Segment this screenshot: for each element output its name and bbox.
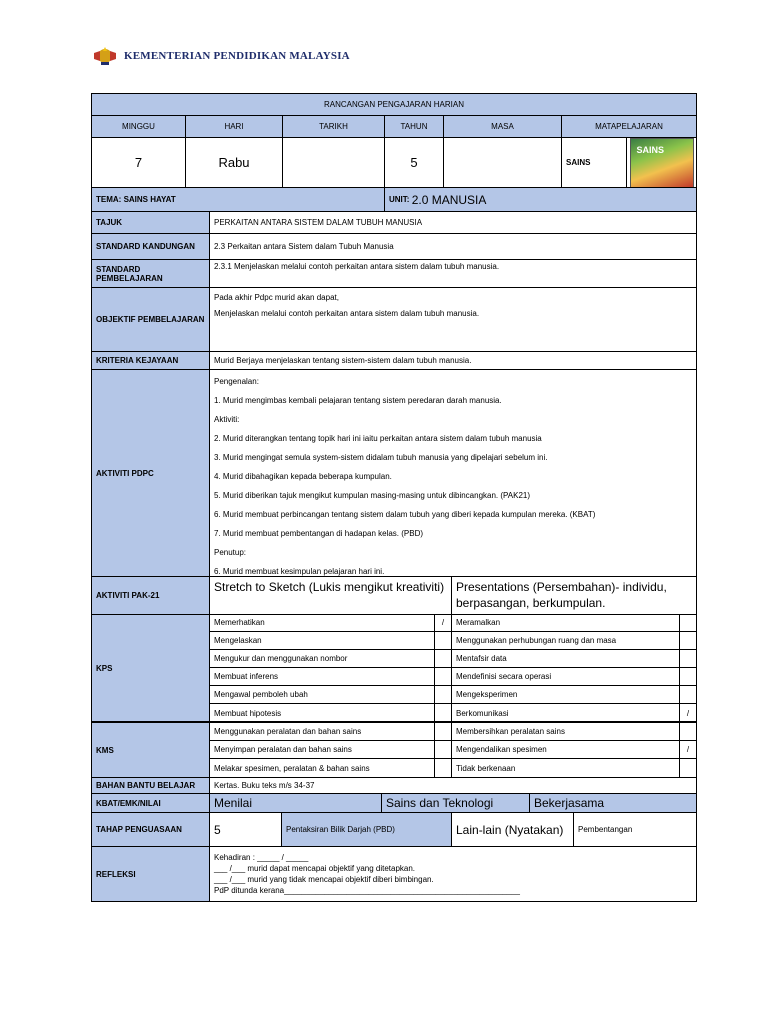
kps-item: Membuat hipotesis [210,704,451,721]
checkbox[interactable] [680,723,696,740]
kms-right [452,723,696,777]
kps-label: KPS [92,615,210,721]
sp-label: STANDARD PEMBELAJARAN [92,260,210,287]
kk-label: KRITERIA KEJAYAAN [92,352,210,369]
ref-cell [210,847,696,901]
tema-cell [92,188,385,211]
ap-line: 6. Murid membuat kesimpulan pelajaran hari ini. [214,567,385,576]
checkbox[interactable] [435,650,451,667]
kms-item: Menyimpan peralatan dan bahan sains [210,741,451,759]
kms-label: KMS [92,723,210,777]
pak-label: AKTIVITI PAK-21 [92,577,210,614]
checkbox[interactable] [435,632,451,649]
val-tarikh [283,138,385,187]
unit-label: UNIT: [389,195,410,204]
col-tahun: TAHUN [385,116,444,137]
checkbox[interactable] [435,668,451,685]
checkbox[interactable] [435,723,451,740]
kps-item: Membuat inferens [210,668,451,686]
kps-item: Mengawal pemboleh ubah [210,686,451,704]
ap-label: AKTIVITI PDPC [92,370,210,576]
checkbox[interactable]: / [441,618,445,627]
kps-item: Berkomunikasi / [452,704,696,721]
bbb-label: BAHAN BANTU BELAJAR [92,778,210,793]
ref-line: ___ /___ murid yang tidak mencapai objektif diberi bimbingan. [214,875,434,884]
checkbox[interactable] [680,759,696,777]
kps-item: Mendefinisi secara operasi [452,668,696,686]
ministry-name: KEMENTERIAN PENDIDIKAN MALAYSIA [124,50,350,62]
kms-left [210,723,452,777]
ap-line: 3. Murid mengingat semula system-sistem didalam tubuh manusia yang dipelajari sebelum ini. [214,453,548,462]
val-hari: Rabu [186,138,283,187]
kps-right [452,615,696,721]
kps-item: Mengukur dan menggunakan nombor [210,650,451,668]
ap-line: Penutup: [214,548,247,557]
doc-title: RANCANGAN PENGAJARAN HARIAN [323,100,465,109]
obj-label: OBJEKTIF PEMBELAJARAN [92,288,210,351]
ap-line: Pengenalan: [214,377,259,386]
kps-item: Meramalkan [452,615,696,632]
ref-label: REFLEKSI [92,847,210,901]
checkbox[interactable] [435,759,451,777]
pembentangan-value: Pembentangan [578,825,633,834]
ap-line: 7. Murid membuat pembentangan di hadapan kelas. (PBD) [214,529,424,538]
lain-label: Lain-lain (Nyatakan) [452,813,574,846]
ap-line: 6. Murid membuat perbincangan tentang sistem dalam tubuh yang diberi kepada kumpulan mereka. (KBAT) [214,510,596,519]
ap-line: Aktiviti: [214,415,240,424]
tp-value: 5 [210,813,282,846]
checkbox[interactable] [680,615,696,631]
obj-line-2: Menjelaskan melalui contoh perkaitan antara sistem dalam tubuh manusia. [214,309,480,318]
tp-label: TAHAP PENGUASAAN [92,813,210,846]
val-minggu: 7 [92,138,186,187]
ref-line: ___ /___ murid dapat mencapai objektif yang ditetapkan. [214,864,416,873]
checkbox[interactable]: / [686,708,690,718]
col-tarikh: TARIKH [283,116,385,137]
kms-item: Melakar spesimen, peralatan & bahan sains [210,759,451,777]
checkbox[interactable] [435,704,451,721]
kbat-2: Sains dan Teknologi [382,794,530,812]
obj-line-1: Pada akhir Pdpc murid akan dapat, [214,293,339,302]
lesson-plan-table [91,93,697,902]
tajuk-label: TAJUK [92,212,210,233]
tajuk-value: PERKAITAN ANTARA SISTEM DALAM TUBUH MANUSIA [214,218,423,227]
val-tahun: 5 [385,138,444,187]
crest-logo [92,45,118,67]
kk-value: Murid Berjaya menjelaskan tentang sistem-sistem dalam tubuh manusia. [214,356,472,365]
tema-label: TEMA: [96,195,122,204]
kps-item: Mentafsir data [452,650,696,668]
kms-item: Mengendalikan spesimen / [452,741,696,759]
tema-value: SAINS HAYAT [123,195,176,204]
checkbox[interactable] [680,650,696,667]
ap-line: 5. Murid diberikan tajuk mengikut kumpulan masing-masing untuk dibincangkan. (PAK21) [214,491,531,500]
kms-item: Tidak berkenaan [452,759,696,777]
kms-item: Menggunakan peralatan dan bahan sains [210,723,451,741]
ap-line: 4. Murid dibahagikan kepada beberapa kumpulan. [214,472,392,481]
kms-item: Membersihkan peralatan sains [452,723,696,741]
sk-value: 2.3 Perkaitan antara Sistem dalam Tubuh Manusia [214,242,394,251]
checkbox[interactable] [435,741,451,758]
kbat-label: KBAT/EMK/NILAI [92,794,210,812]
checkbox[interactable]: / [686,745,690,754]
unit-value: 2.0 MANUSIA [411,192,487,207]
textbook-title: SAINS [636,144,665,155]
ap-cell [210,370,696,576]
checkbox[interactable] [680,668,696,685]
kps-item: Menggunakan perhubungan ruang dan masa [452,632,696,650]
ministry-header [92,44,350,68]
textbook-image [630,138,694,187]
ap-line: 1. Murid mengimbas kembali pelajaran tentang sistem peredaran darah manusia. [214,396,502,405]
textbook-cover [627,138,696,187]
pbd-label: Pentaksiran Bilik Darjah (PBD) [282,813,452,846]
unit-cell [385,188,696,211]
checkbox[interactable] [680,686,696,703]
col-masa: MASA [444,116,562,137]
val-subject: SAINS [562,138,627,187]
sk-label: STANDARD KANDUNGAN [92,234,210,259]
sp-value: 2.3.1 Menjelaskan melalui contoh perkaitan antara sistem dalam tubuh manusia. [214,262,500,271]
col-matapelajaran: MATAPELAJARAN [595,122,663,131]
kps-item: Mengeksperimen [452,686,696,704]
col-hari: HARI [186,116,283,137]
checkbox[interactable] [680,632,696,649]
pak-1: Stretch to Sketch (Lukis mengikut kreativiti) [210,577,452,614]
col-minggu: MINGGU [92,116,186,137]
ap-line: 2. Murid diterangkan tentang topik hari ini iaitu perkaitan antara sistem dalam tubuh manusia [214,434,542,443]
bbb-value: Kertas. Buku teks m/s 34-37 [214,781,315,790]
kps-left [210,615,452,721]
kbat-3: Bekerjasama [534,796,605,810]
pak-2: Presentations (Persembahan)- individu, berpasangan, berkumpulan. [456,580,667,610]
kbat-1: Menilai [210,794,382,812]
val-masa [444,138,562,187]
ref-line: PdP ditunda kerana_____________________________________________________ [214,886,520,895]
kps-item: Mengelaskan [210,632,451,650]
kps-item: Memerhatikan / [210,615,451,632]
checkbox[interactable] [435,686,451,703]
obj-cell [210,288,696,351]
ref-line: Kehadiran : _____ / _____ [214,853,309,862]
